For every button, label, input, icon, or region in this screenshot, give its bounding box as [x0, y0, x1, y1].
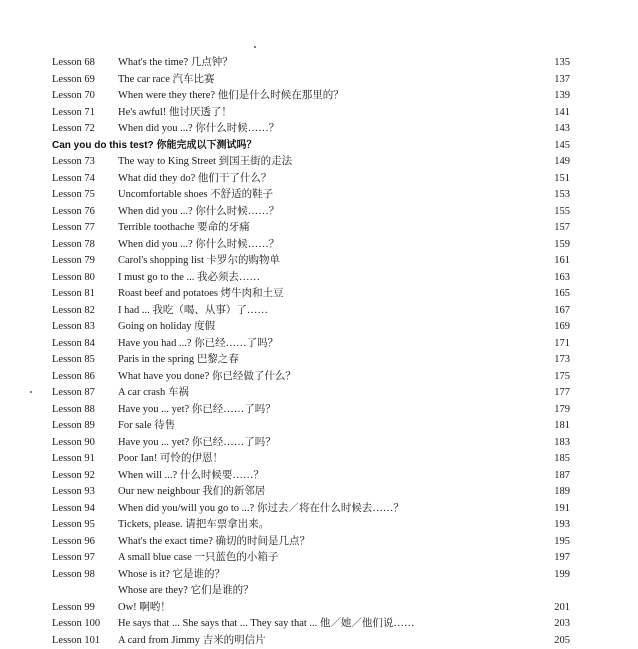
lesson-title: What's the time? 几点钟？ — [118, 57, 233, 68]
lesson-title: Have you ... yet? 你已经……了吗？ — [118, 436, 276, 448]
lesson-title: When will ...? 什么时候要……？ — [118, 469, 264, 481]
page-number: 169 — [554, 321, 570, 332]
toc-entry — [0, 154, 638, 170]
page-number: 191 — [554, 502, 570, 514]
page-number: 151 — [554, 172, 570, 184]
lesson-title: Have you had ...? 你已经……了吗？ — [118, 337, 279, 349]
page-number: 173 — [554, 354, 570, 365]
toc-entry — [0, 583, 638, 599]
page-number: 189 — [554, 486, 570, 497]
lesson-number: Lesson 84 — [52, 337, 95, 349]
lesson-number: Lesson 100 — [52, 618, 101, 629]
lesson-title: What have you done? 你已经做了什么？ — [118, 370, 296, 382]
lesson-number: Lesson 83 — [52, 321, 95, 332]
toc-entry — [0, 352, 638, 368]
toc-entry — [0, 517, 638, 533]
lesson-title: Our new neighbour 我们的新邻居 — [118, 486, 266, 497]
lesson-title: A small blue case 一只蓝色的小箱子 — [118, 552, 279, 563]
page-number: 161 — [554, 255, 570, 266]
page-number: 153 — [554, 189, 570, 200]
page-number: 171 — [554, 337, 570, 349]
lesson-number: Lesson 97 — [52, 552, 95, 563]
lesson-number: Lesson 81 — [52, 288, 95, 299]
lesson-number: Lesson 95 — [52, 519, 95, 530]
page-number: 139 — [554, 90, 570, 101]
page-number: 155 — [554, 205, 570, 217]
page-number: 205 — [554, 634, 570, 646]
lesson-number: Lesson 91 — [52, 453, 95, 464]
toc-section-heading — [0, 138, 638, 154]
lesson-title: Whose are they? 它们是谁的？ — [118, 585, 254, 596]
lesson-number: Lesson 96 — [52, 535, 95, 547]
lesson-number: Lesson 82 — [52, 304, 95, 316]
lesson-number: Lesson 69 — [52, 73, 95, 85]
lesson-title: For sale 待售 — [118, 420, 176, 431]
toc-entry — [0, 567, 638, 583]
page-number: 175 — [554, 370, 570, 382]
page-number: 199 — [554, 568, 570, 580]
lesson-number: Lesson 76 — [52, 205, 95, 217]
toc-entry — [0, 286, 638, 302]
toc-entry — [0, 633, 638, 649]
lesson-title: Tickets, please. 请把车票拿出来。 — [118, 519, 270, 530]
section-heading-title: Can you do this test? 你能完成以下测试吗？ — [52, 139, 257, 151]
lesson-number: Lesson 94 — [52, 502, 95, 514]
page-number: 149 — [554, 156, 570, 167]
toc-entry — [0, 253, 638, 269]
page-number: 163 — [554, 271, 570, 283]
page-number: 195 — [554, 535, 570, 547]
lesson-title: He's awful! 他讨厌透了！ — [118, 106, 232, 118]
lesson-title: The way to King Street 到国王街的走法 — [118, 156, 293, 167]
lesson-number: Lesson 87 — [52, 387, 95, 398]
lesson-title: When did you ...? 你什么时候……？ — [118, 205, 280, 217]
lesson-title: Carol's shopping list 卡罗尔的购物单 — [118, 255, 281, 266]
lesson-title: Going on holiday 度假 — [118, 321, 216, 332]
page-number: 181 — [554, 420, 570, 431]
lesson-title: Have you ... yet? 你已经……了吗？ — [118, 403, 276, 415]
lesson-number: Lesson 70 — [52, 90, 95, 101]
lesson-title: A car crash 车祸 — [118, 387, 189, 398]
page-number: 137 — [554, 73, 570, 85]
toc-entry — [0, 451, 638, 467]
toc-entry — [0, 336, 638, 352]
lesson-number: Lesson 77 — [52, 222, 95, 233]
lesson-number: Lesson 80 — [52, 271, 95, 283]
toc-entry — [0, 105, 638, 121]
lesson-number: Lesson 93 — [52, 486, 95, 497]
lesson-number: Lesson 71 — [52, 106, 95, 118]
lesson-title: What did they do? 他们干了什么？ — [118, 172, 272, 184]
lesson-number: Lesson 74 — [52, 172, 95, 184]
page-number: 143 — [554, 123, 570, 134]
toc-entry — [0, 303, 638, 319]
lesson-title: He says that ... She says that ... They say that ... 他／她／他们说…… — [118, 618, 415, 629]
toc-entry — [0, 72, 638, 88]
lesson-title: Paris in the spring 巴黎之春 — [118, 354, 239, 365]
page-number: 197 — [554, 552, 570, 563]
toc-entry — [0, 319, 638, 335]
page-number: 183 — [554, 436, 570, 448]
lesson-number: Lesson 68 — [52, 57, 95, 68]
page-number: 203 — [554, 618, 570, 629]
lesson-title: Ow! 啊哟！ — [118, 601, 171, 613]
page-number: 165 — [554, 288, 570, 299]
lesson-number: Lesson 75 — [52, 189, 95, 200]
lesson-number: Lesson 85 — [52, 354, 95, 365]
toc-entry — [0, 187, 638, 203]
page-number: 157 — [554, 222, 570, 233]
page-number: 141 — [554, 106, 570, 118]
toc-entry — [0, 418, 638, 434]
page-number: 177 — [554, 387, 570, 398]
toc-entry — [0, 55, 638, 71]
page-number: 145 — [554, 139, 570, 151]
lesson-number: Lesson 79 — [52, 255, 95, 266]
lesson-number: Lesson 88 — [52, 403, 95, 415]
toc-entry — [0, 270, 638, 286]
lesson-number: Lesson 78 — [52, 238, 95, 250]
lesson-number: Lesson 90 — [52, 436, 95, 448]
toc-entry — [0, 402, 638, 418]
toc-entry — [0, 204, 638, 220]
lesson-number: Lesson 86 — [52, 370, 95, 382]
toc-entry — [0, 600, 638, 616]
lesson-title: The car race 汽车比赛 — [118, 73, 215, 85]
lesson-number: Lesson 72 — [52, 123, 95, 134]
lesson-title: A card from Jimmy 吉米的明信片 — [118, 634, 266, 646]
scan-speck — [254, 46, 256, 48]
toc-entry — [0, 121, 638, 137]
page-number: 193 — [554, 519, 570, 530]
toc-entry — [0, 616, 638, 632]
lesson-title: Roast beef and potatoes 烤牛肉和土豆 — [118, 288, 284, 299]
scan-speck — [30, 391, 32, 393]
lesson-title: When did you ...? 你什么时候……？ — [118, 123, 280, 134]
lesson-title: What's the exact time? 确切的时间是几点？ — [118, 535, 311, 547]
toc-entry — [0, 435, 638, 451]
toc-entry — [0, 237, 638, 253]
toc-entry — [0, 385, 638, 401]
toc-entry — [0, 468, 638, 484]
toc-entry — [0, 534, 638, 550]
lesson-title: Whose is it? 它是谁的？ — [118, 568, 226, 580]
lesson-title: Terrible toothache 要命的牙痛 — [118, 222, 250, 233]
lesson-number: Lesson 98 — [52, 568, 95, 580]
page-number: 187 — [554, 469, 570, 481]
toc-entry — [0, 550, 638, 566]
lesson-title: Uncomfortable shoes 不舒适的鞋子 — [118, 189, 274, 200]
lesson-number: Lesson 92 — [52, 469, 95, 481]
lesson-title: Poor Ian! 可怜的伊恩！ — [118, 453, 223, 464]
page-number: 159 — [554, 238, 570, 250]
toc-entry — [0, 171, 638, 187]
page-number: 167 — [554, 304, 570, 316]
page-number: 201 — [554, 601, 570, 613]
lesson-title: When did you/will you go to ...? 你过去／将在什么时候去……？ — [118, 502, 404, 514]
toc-entry — [0, 220, 638, 236]
toc-entry — [0, 369, 638, 385]
page-number: 135 — [554, 57, 570, 68]
lesson-title: I must go to the ... 我必须去…… — [118, 271, 261, 283]
lesson-title: When did you ...? 你什么时候……？ — [118, 238, 280, 250]
toc-entry — [0, 484, 638, 500]
lesson-title: When were they there? 他们是什么时候在那里的？ — [118, 90, 344, 101]
toc-entry — [0, 88, 638, 104]
lesson-number: Lesson 73 — [52, 156, 95, 167]
lesson-number: Lesson 99 — [52, 601, 95, 613]
lesson-title: I had ... 我吃（喝、从事）了…… — [118, 304, 268, 316]
lesson-number: Lesson 89 — [52, 420, 95, 431]
page-number: 179 — [554, 403, 570, 415]
lesson-number: Lesson 101 — [52, 634, 101, 646]
page-number: 185 — [554, 453, 570, 464]
toc-entry — [0, 501, 638, 517]
